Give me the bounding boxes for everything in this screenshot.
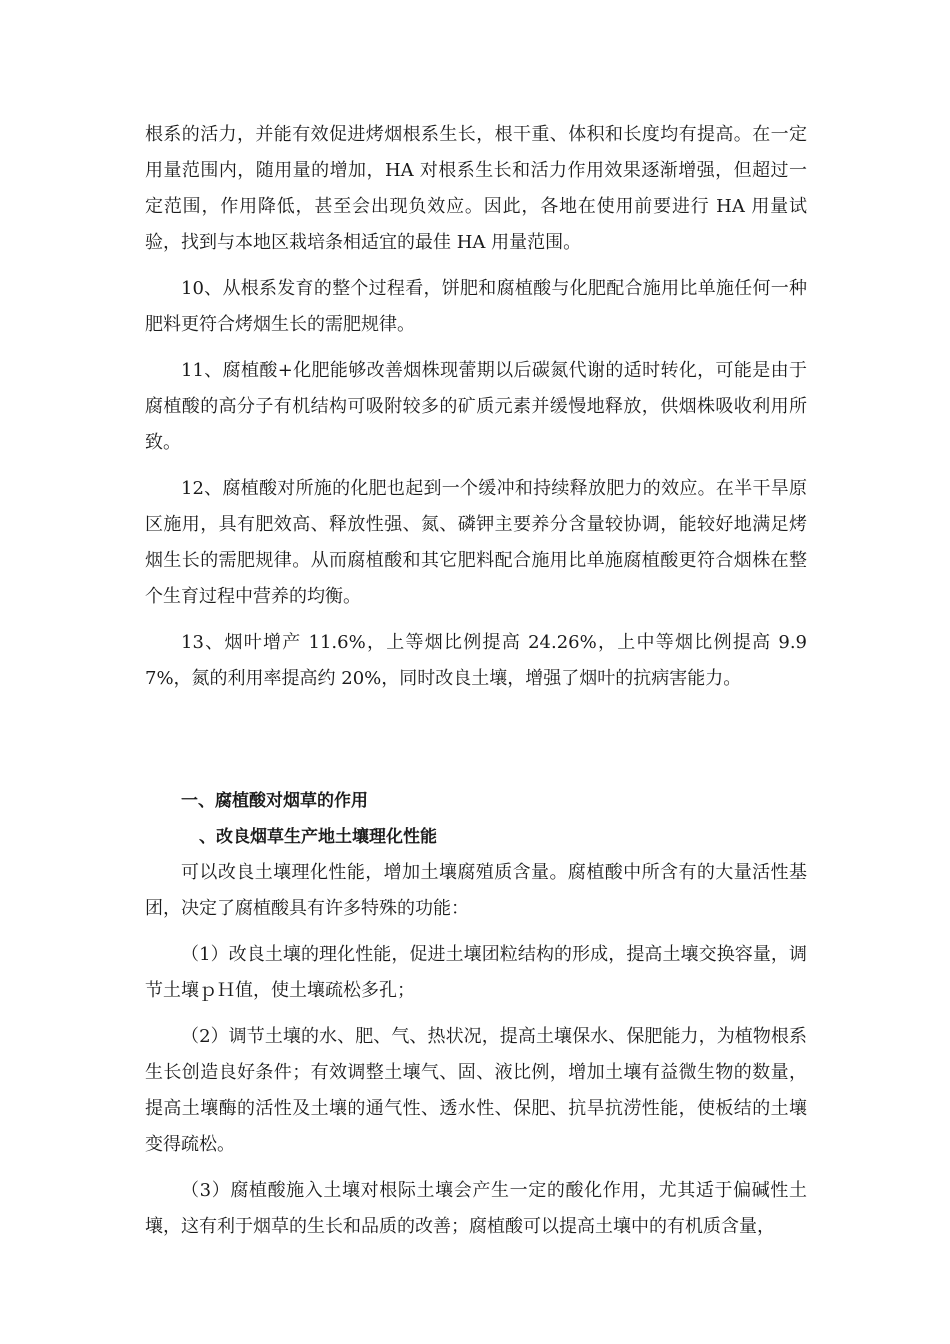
paragraph-item-13: 13、烟叶增产 11.6%，上等烟比例提高 24.26%，上中等烟比例提高 9.97%，氮的利用率提高约 20%，同时改良土壤，增强了烟叶的抗病害能力。: [145, 632, 807, 689]
paragraph-item-10: 10、从根系发育的整个过程看，饼肥和腐植酸与化肥配合施用比单施任何一种肥料更符合烤烟生长的需肥规律。: [145, 278, 807, 335]
section-intro: 可以改良土壤理化性能，增加土壤腐殖质含量。腐植酸中所含有的大量活性基团，决定了腐植酸具有许多特殊的功能：: [145, 862, 807, 919]
paragraph-root-activity: 根系的活力，并能有效促进烤烟根系生长，根干重、体积和长度均有提高。在一定用量范围内，随用量的增加，HA 对根系生长和活力作用效果逐渐增强，但超过一定范围，作用降低，甚至会出现负效应。因此，各地在使用前要进行 HA 用量试验，找到与本地区栽培条相适宜的最佳 HA 用量范围。: [145, 124, 807, 253]
section-subheading: 、改良烟草生产地土壤理化性能: [199, 827, 437, 847]
list-item-3: （3）腐植酸施入土壤对根际土壤会产生一定的酸化作用，尤其适于偏碱性土壤，这有利于烟草的生长和品质的改善；腐植酸可以提高土壤中的有机质含量，: [145, 1180, 807, 1237]
list-item-2: （2）调节土壤的水、肥、气、热状况，提高土壤保水、保肥能力，为植物根系生长创造良好条件；有效调整土壤气、固、液比例，增加土壤有益微生物的数量，提高土壤酶的活性及土壤的通气性、透水性、保肥、抗旱抗涝性能，使板结的土壤变得疏松。: [145, 1026, 807, 1155]
paragraph-item-12: 12、腐植酸对所施的化肥也起到一个缓冲和持续释放肥力的效应。在半干旱原区施用，具有肥效高、释放性强、氮、磷钾主要养分含量较协调，能较好地满足烤烟生长的需肥规律。从而腐植酸和其它肥料配合施用比单施腐植酸更符合烟株在整个生育过程中营养的均衡。: [145, 478, 807, 607]
section-heading: 一、腐植酸对烟草的作用: [181, 791, 368, 811]
document-body: [145, 117, 807, 1245]
paragraph-item-11: 11、腐植酸+化肥能够改善烟株现蕾期以后碳氮代谢的适时转化，可能是由于腐植酸的高分子有机结构可吸附较多的矿质元素并缓慢地释放，供烟株吸收利用所致。: [145, 360, 807, 453]
list-item-1: （1）改良土壤的理化性能，促进土壤团粒结构的形成，提高土壤交换容量，调节土壤ｐＨ值，使土壤疏松多孔；: [145, 944, 807, 1001]
